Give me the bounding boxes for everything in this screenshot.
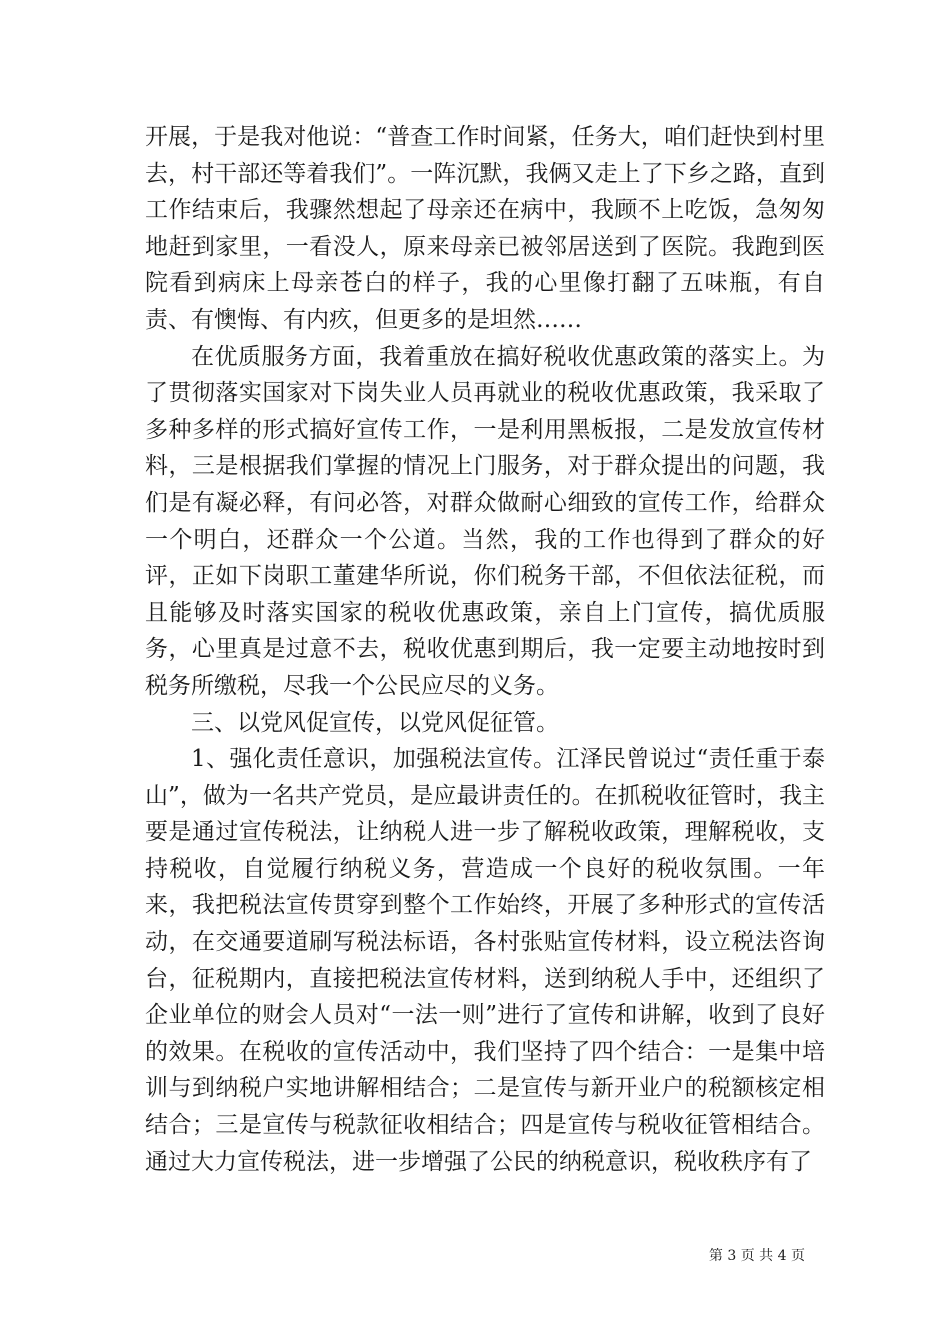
paragraph-tax-publicity: 1、强化责任意识，加强税法宣传。江泽民曾说过“责任重于泰山”，做为一名共产党员，是应最讲责任的。在抓税收征管时，我主要是通过宣传税法，让纳税人进一步了解税收政策，理解税收，支持税收，自觉履行纳税义务，营造成一个良好的税收氛围。一年来，我把税法宣传贯穿到整个工作始终，开展了多种形式的宣传活动，在交通要道刷写税法标语，各村张贴宣传材料，设立税法咨询台，征税期内，直接把税法宣传材料，送到纳税人手中，还组织了企业单位的财会人员对“一法一则”进行了宣传和讲解，收到了良好的效果。在税收的宣传活动中，我们坚持了四个结合：一是集中培训与到纳税户实地讲解相结合；二是宣传与新开业户的税额核定相结合；三是宣传与税款征收相结合；四是宣传与税收征管相结合。通过大力宣传税法，进一步增强了公民的纳税意识，税收秩序有了 [145,746,825,1175]
body-text [145,119,825,1180]
section-heading: 三、以党风促宣传，以党风促征管。 [191,709,559,736]
paragraph-continuation: 开展，于是我对他说：“普查工作时间紧，任务大，咱们赶快到村里去，村干部还等着我们”。一阵沉默，我俩又走上了下乡之路，直到工作结束后，我骤然想起了母亲还在病中，我顾不上吃饭，急匆匆地赶到家里，一看没人，原来母亲已被邻居送到了医院。我跑到医院看到病床上母亲苍白的样子，我的心里像打翻了五味瓶，有自责、有懊悔、有内疚，但更多的是坦然…… [145,124,825,333]
page-number-footer: 第 3 页 共 4 页 [708,1248,805,1264]
paragraph-quality-service: 在优质服务方面，我着重放在搞好税收优惠政策的落实上。为了贯彻落实国家对下岗失业人员再就业的税收优惠政策，我采取了多种多样的形式搞好宣传工作，一是利用黑板报，二是发放宣传材料，三是根据我们掌握的情况上门服务，对于群众提出的问题，我们是有凝必释，有问必答，对群众做耐心细致的宣传工作，给群众一个明白，还群众一个公道。当然，我的工作也得到了群众的好评，正如下岗职工董建华所说，你们税务干部，不但依法征税，而且能够及时落实国家的税收优惠政策，亲自上门宣传，搞优质服务，心里真是过意不去，税收优惠到期后，我一定要主动地按时到税务所缴税，尽我一个公民应尽的义务。 [145,343,825,699]
